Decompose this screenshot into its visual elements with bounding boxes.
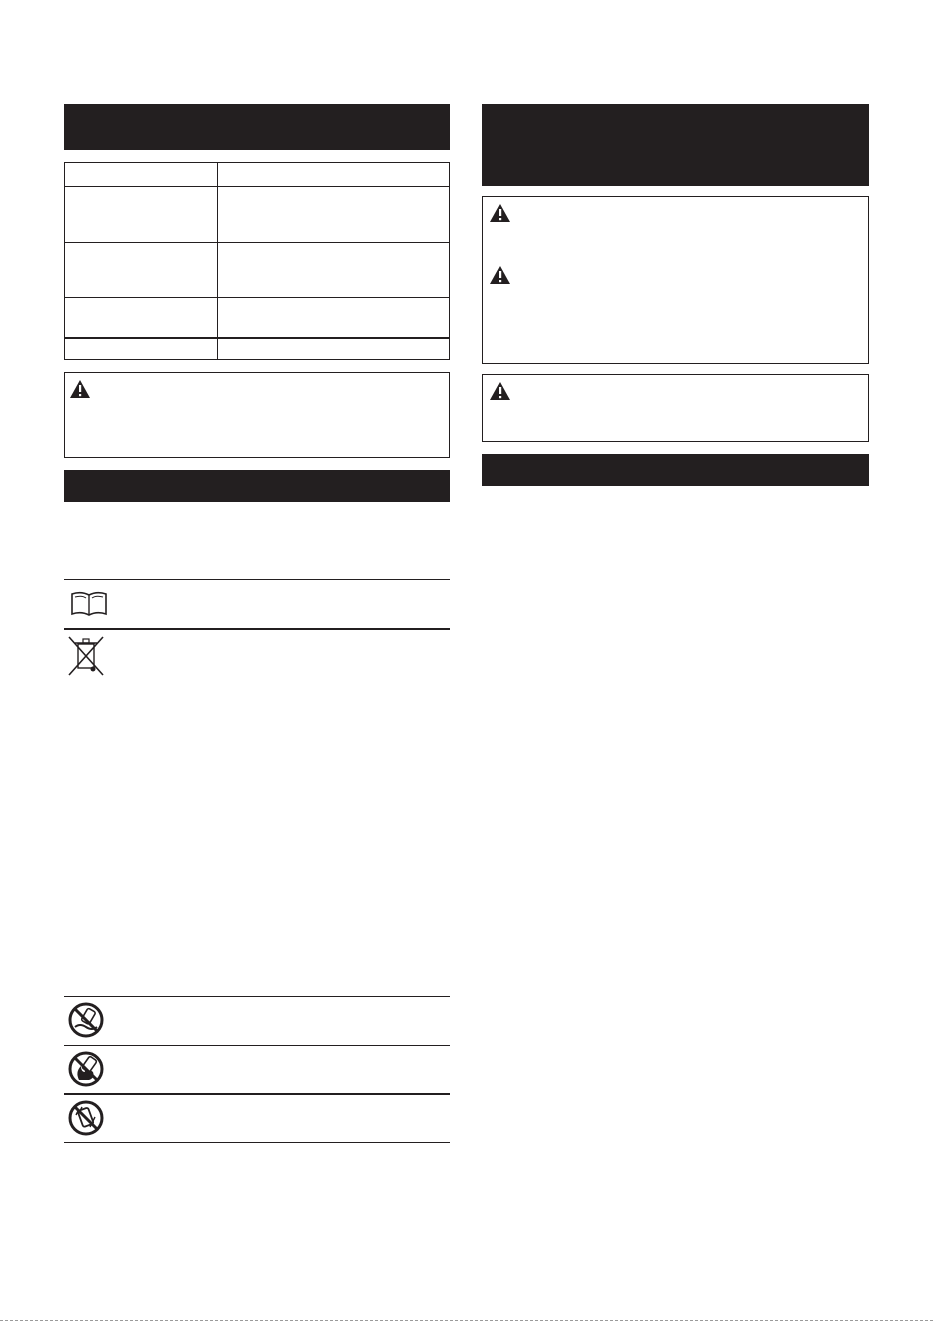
spec-table-row-divider xyxy=(65,337,449,339)
warning-triangle-icon xyxy=(489,381,511,401)
spec-table-row-divider xyxy=(65,242,449,243)
safety-section-header xyxy=(482,104,869,186)
warning-triangle-icon xyxy=(489,265,511,285)
no-rain-exposure-icon xyxy=(67,1099,105,1137)
warning-box xyxy=(64,372,450,458)
crossed-out-wheeled-bin-icon xyxy=(66,634,106,678)
crop-mark-line xyxy=(0,1320,933,1321)
warning-box xyxy=(482,196,869,364)
functional-section-header xyxy=(482,454,869,486)
warning-triangle-icon xyxy=(69,379,91,399)
symbol-divider xyxy=(64,628,450,630)
no-water-exposure-icon xyxy=(67,1001,105,1039)
warning-triangle-icon xyxy=(489,203,511,223)
no-fire-exposure-icon xyxy=(67,1050,105,1088)
symbol-divider xyxy=(64,1045,450,1046)
symbol-divider xyxy=(64,996,450,997)
symbol-divider xyxy=(64,1093,450,1095)
spec-table-row-divider xyxy=(65,297,449,298)
spec-table xyxy=(64,162,450,360)
symbol-divider xyxy=(64,1142,450,1143)
spec-section-header xyxy=(64,104,450,150)
warning-box xyxy=(482,374,869,442)
spec-table-column-divider xyxy=(217,163,218,359)
symbols-section-header xyxy=(64,470,450,502)
spec-table-row-divider xyxy=(65,186,449,187)
read-manual-book-icon xyxy=(69,584,109,624)
symbol-divider xyxy=(64,579,450,580)
